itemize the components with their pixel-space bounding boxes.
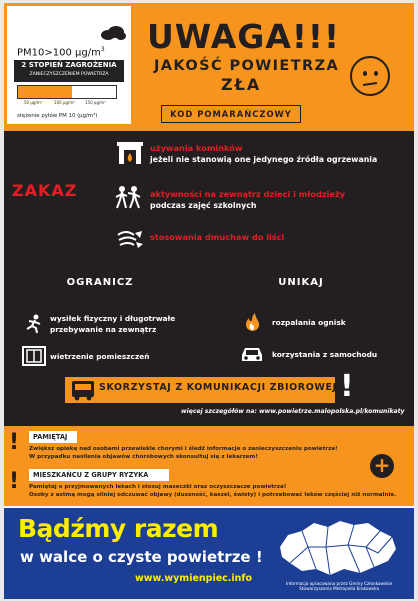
scale-tick-100: 100 μg/m³ (54, 100, 75, 105)
exclamation-icon: ! (340, 369, 354, 404)
exclamation-icon: ! (9, 469, 20, 494)
alert-stage-label: 2 STOPIEŃ ZAGROŻENIA (21, 61, 117, 69)
footer-credit: Informacja opracowana przez Gminy Członkowskie Stowarzyszenia Metropolia Krakowska (286, 581, 393, 591)
alert-code-badge: KOD POMARAŃCZOWY (161, 105, 301, 123)
bus-icon (70, 379, 96, 401)
region-map-icon (270, 517, 402, 579)
remember-line-2: W przypadku nasilenia objawów chorobowych skonsultuj się z lekarzem! (29, 454, 258, 460)
ban-item-children-title: aktywności na zewnątrz dzieci i młodzieży (150, 189, 346, 199)
remember-heading: PAMIĘTAJ (29, 431, 77, 443)
fireplace-icon (116, 141, 144, 165)
runner-icon (22, 314, 46, 334)
risk-group-line-1: Pamiętaj o przyjmowanych lekach i stosuj maseczki oraz oczyszczacze powietrza! (29, 484, 287, 490)
page-title: UWAGA!!! (147, 17, 341, 56)
header-band (4, 3, 414, 131)
avoid-item-car: korzystania z samochodu (272, 350, 378, 359)
ban-item-leaf-blower-title: stosowania dmuchaw do liści (150, 232, 285, 242)
children-icon (114, 185, 142, 209)
risk-group-heading: MIESZKAŃCU Z GRUPY RYZYKA (29, 469, 169, 481)
footer-slogan: Bądźmy razem (18, 514, 219, 543)
page-subtitle-rating: ZŁA (221, 75, 262, 94)
limit-item-ventilation: wietrzenie pomieszczeń (50, 352, 150, 361)
ban-label-arrow (93, 171, 103, 209)
scale-tick-150: 150 μg/m³ (85, 100, 106, 105)
exclamation-icon: ! (9, 430, 20, 455)
plus-icon: + (370, 454, 394, 478)
pm10-scale-fill (18, 86, 72, 98)
remember-line-1: Zwiększ opiekę nad osobami przewlekle chorymi i śledź informacje o zanieczyszczeniu powietrza! (29, 446, 338, 452)
ban-item-children-note: podczas zajęć szkolnych (150, 201, 257, 210)
scale-caption: stężenie pyłów PM 10 (μg/m³) (17, 113, 98, 119)
more-info-link[interactable]: więcej szczegółów na: www.powietrze.malopolska.pl/komunikaty (181, 408, 405, 415)
limit-heading-pointer (90, 294, 110, 304)
public-transport-label: SKORZYSTAJ Z KOMUNIKACJI ZBIOROWEJ (99, 382, 337, 393)
page-subtitle: JAKOŚĆ POWIETRZA (154, 58, 340, 74)
leaf-blower-icon (116, 227, 144, 251)
scale-tick-50: 50 μg/m³ (24, 100, 43, 105)
avoid-heading: UNIKAJ (264, 271, 338, 295)
unhappy-face-icon (350, 56, 390, 96)
ban-item-fireplace-note: jeżeli nie stanowią one jedynego źródła ogrzewania (150, 155, 378, 164)
window-icon (22, 346, 46, 366)
cloud-icon (99, 26, 127, 40)
limit-item-exercise: wysiłek fizyczny i długotrwałe przebywanie na zewnątrz (50, 314, 176, 334)
avoid-item-bonfire: rozpalania ognisk (272, 318, 346, 327)
ban-item-fireplace-title: używania kominków (150, 143, 243, 153)
pm10-threshold: PM10>100 $\mu g/m^3$ (17, 46, 105, 59)
alert-stage-banner (14, 60, 124, 82)
alert-stage-sublabel: ZANIECZYSZCZENIEM POWIETRZA (29, 72, 109, 77)
ban-label: ZAKAZ (12, 181, 78, 200)
risk-group-line-2: Osoby z astmą mogą silniej odczuwać objawy (duszność, kaszel, świsty) i potrzebować leków częściej niż normalnie. (29, 492, 397, 498)
limit-heading: OGRANICZ (56, 271, 144, 295)
footer-slogan-line-2: w walce o czyste powietrze ! (20, 548, 263, 566)
footer-website-link[interactable]: www.wymienpiec.info (135, 573, 253, 584)
fire-icon (240, 312, 264, 332)
car-icon (240, 344, 264, 364)
pm10-scale-bar (17, 85, 117, 99)
pm10-panel (7, 6, 131, 124)
avoid-heading-pointer (291, 294, 311, 304)
air-quality-poster (4, 3, 414, 599)
